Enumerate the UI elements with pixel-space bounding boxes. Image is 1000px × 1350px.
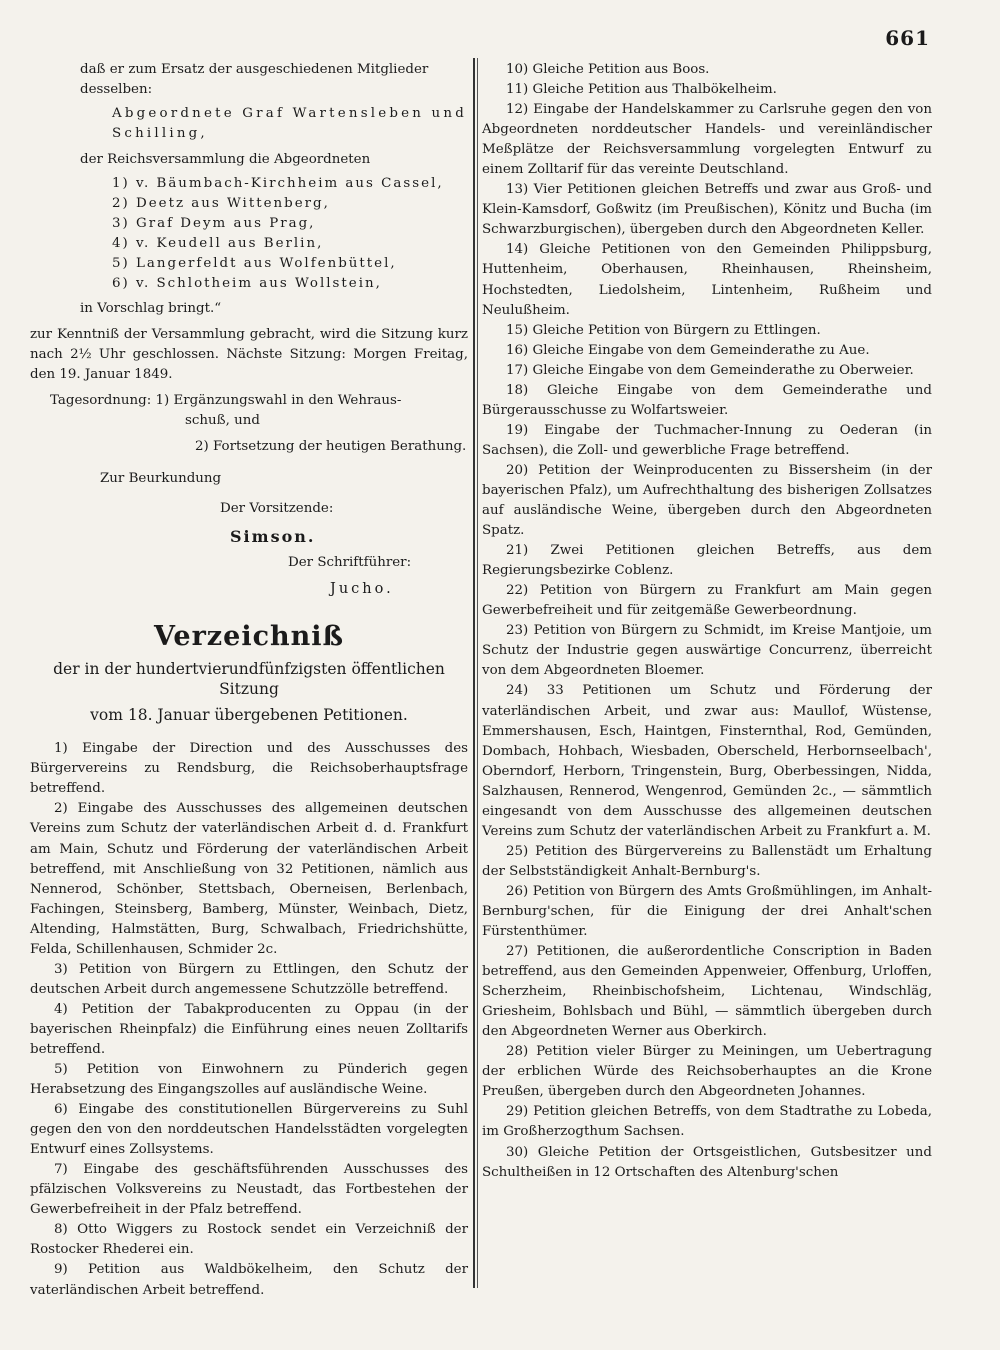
schriftfuehrer-label: Der Schriftführer: bbox=[288, 554, 412, 570]
petition-item: 23) Petition von Bürgern zu Schmidt, im Kreise Mantjoie, um Schutz der Industrie gegen auswärtige Concurrenz, überreicht von dem Abgeordneten Bloemer. bbox=[482, 623, 932, 679]
petition-list-right bbox=[482, 60, 932, 1183]
petition-item: 7) Eingabe des geschäftsführenden Ausschusses des pfälzischen Volksvereins zu Neustadt, das Fortbestehen der Gewerbefreiheit in der Pfalz betreffend. bbox=[30, 1162, 468, 1218]
petition-item: 28) Petition vieler Bürger zu Meiningen, um Uebertragung der erblichen Würde des Reichsoberhauptes an die Krone Preußen, übergeben durch den Abgeordneten Johannes. bbox=[482, 1044, 932, 1100]
petition-item: 14) Gleiche Petitionen von den Gemeinden Philippsburg, Huttenheim, Oberhausen, Rheinhausen, Rheinsheim, Hochstedten, Liedolsheim, Lintenheim, Rußheim und Neulußheim. bbox=[482, 242, 932, 318]
page-number: 661 bbox=[885, 26, 930, 50]
reichsversammlung-line: der Reichsversammlung die Abgeordneten bbox=[80, 152, 371, 168]
petition-item: 4) Petition der Tabakproducenten zu Oppau (in der bayerischen Rheinpfalz) die Einführung eines neuen Zolltarifs betreffend. bbox=[30, 1001, 468, 1057]
petition-item: 21) Zwei Petitionen gleichen Betreffs, aus dem Regierungsbezirke Coblenz. bbox=[482, 543, 932, 579]
petition-item: 13) Vier Petitionen gleichen Betreffs und zwar aus Groß- und Klein-Kamsdorf, Goßwitz (im Preußischen), Könitz und Bucha (im Schwarzburgischen), übergeben durch den Abgeordneten Keller. bbox=[482, 182, 932, 238]
intro-line: desselben: bbox=[80, 82, 153, 98]
member-list bbox=[30, 174, 468, 294]
schriftfuehrer-name: Jucho. bbox=[330, 581, 394, 598]
member-item: 1) v. Bäumbach-Kirchheim aus Cassel, bbox=[112, 176, 444, 192]
petition-item: 26) Petition von Bürgern des Amts Großmühlingen, im Anhalt-Bernburg'schen, für die Einigung der drei Anhalt'schen Fürstenthümer. bbox=[482, 883, 932, 940]
tagesordnung-line: 2) Fortsetzung der heutigen Berathung. bbox=[195, 438, 467, 454]
petition-item: 27) Petitionen, die außerordentliche Conscription in Baden betreffend, aus den Gemeinden Appenweier, Offenburg, Urloffen, Scherzheim, Rheinbischofsheim, Lichtenau, Windschläg, Griesheim, Bohlsbach und Bühl, — sämmtlich übergeben durch den Abgeordneten Werner aus Oberkirch. bbox=[482, 944, 932, 1040]
member-item: 3) Graf Deym aus Prag, bbox=[112, 216, 316, 232]
kenntnis-paragraph: zur Kenntniß der Versammlung gebracht, wird die Sitzung kurz nach 2½ Uhr geschlossen. Nächste Sitzung: Morgen Freitag, den 19. Januar 1849. bbox=[30, 326, 468, 382]
petition-list-left bbox=[30, 739, 468, 1300]
abgeordnete-line: Abgeordnete Graf Wartensleben und bbox=[112, 106, 467, 122]
section-subheading: der in der hundertvierundfünfzigsten öffentlichen Sitzung bbox=[53, 660, 445, 699]
petition-item: 8) Otto Wiggers zu Rostock sendet ein Verzeichniß der Rostocker Rhederei ein. bbox=[30, 1222, 468, 1258]
petition-item: 2) Eingabe des Ausschusses des allgemeinen deutschen Vereins zum Schutz der vaterländischen Arbeit d. d. Frankfurt am Main, Schutz und Förderung der vaterländischen Arbeit betreffend, mit Anschließung von 32 Petitionen, nämlich aus Nennerod, Schönber, Stettsbach, Oberneisen, Berlenbach, Fachingen, Steinsberg, Bamberg, Münster, Weinbach, Dietz, Altending, Halmstätten, Burg, Schwalbach, Friedrichshütte, Felda, Schillenhausen, Schmider 2c. bbox=[30, 801, 468, 957]
petition-item: 5) Petition von Einwohnern zu Pünderich gegen Herabsetzung des Eingangszolles auf ausländische Weine. bbox=[30, 1062, 468, 1098]
intro-line: daß er zum Ersatz der ausgeschiedenen Mitglieder bbox=[80, 62, 429, 77]
member-item: 2) Deetz aus Wittenberg, bbox=[112, 196, 330, 212]
petition-item: 9) Petition aus Waldbökelheim, den Schutz der vaterländischen Arbeit betreffend. bbox=[30, 1262, 468, 1298]
member-item: 4) v. Keudell aus Berlin, bbox=[112, 236, 324, 252]
tagesordnung-line: schuß, und bbox=[185, 412, 260, 428]
member-item: 5) Langerfeldt aus Wolfenbüttel, bbox=[112, 256, 397, 272]
right-column bbox=[482, 60, 932, 1183]
vorsitzende-name: Simson. bbox=[230, 526, 316, 546]
member-item: 6) v. Schlotheim aus Wollstein, bbox=[112, 276, 382, 292]
column-divider-inner bbox=[477, 58, 478, 1288]
petition-item: 1) Eingabe der Direction und des Ausschusses des Bürgervereins zu Rendsburg, die Reichsoberhauptsfrage betreffend. bbox=[30, 741, 468, 797]
petition-item: 19) Eingabe der Tuchmacher-Innung zu Oederan (in Sachsen), die Zoll- und gewerbliche Frage betreffend. bbox=[482, 422, 932, 458]
petition-item: 25) Petition des Bürgervereins zu Ballenstädt um Erhaltung der Selbstständigkeit Anhalt-Bernburg's. bbox=[482, 843, 932, 879]
abgeordnete-line: Schilling, bbox=[112, 126, 208, 142]
beurkundung: Zur Beurkundung bbox=[100, 470, 222, 486]
petition-item: 12) Eingabe der Handelskammer zu Carlsruhe gegen den von Abgeordneten norddeutscher Handels- und vereinländischer Meßplätze der Reichsversammlung vorgelegten Entwurf zu einem Zolltarif für das vereinte Deutschland. bbox=[482, 102, 932, 178]
petition-item: 6) Eingabe des constitutionellen Bürgervereins zu Suhl gegen den von den norddeutschen Handelsstädten vorgelegten Entwurf eines Zollsystems. bbox=[30, 1102, 468, 1158]
petition-item: 22) Petition von Bürgern zu Frankfurt am Main gegen Gewerbefreiheit und für zeitgemäße Gewerbeordnung. bbox=[482, 583, 932, 619]
petition-item: 11) Gleiche Petition aus Thalbökelheim. bbox=[506, 82, 777, 98]
petition-item: 17) Gleiche Eingabe von dem Gemeinderathe zu Oberweier. bbox=[506, 362, 914, 378]
tagesordnung-line: Tagesordnung: 1) Ergänzungswahl in den Wehraus- bbox=[50, 392, 402, 408]
petition-item: 18) Gleiche Eingabe von dem Gemeinderathe und Bürgerausschusse zu Wolfartsweier. bbox=[482, 382, 932, 418]
petition-item: 15) Gleiche Petition von Bürgern zu Ettlingen. bbox=[506, 322, 821, 338]
vorsitzende-label: Der Vorsitzende: bbox=[220, 500, 334, 516]
vorschlag-line: in Vorschlag bringt.“ bbox=[80, 300, 222, 316]
petition-item: 3) Petition von Bürgern zu Ettlingen, den Schutz der deutschen Arbeit durch angemessene Schutzzölle betreffend. bbox=[30, 961, 468, 997]
column-divider bbox=[473, 58, 475, 1288]
petition-item: 24) 33 Petitionen um Schutz und Förderung der vaterländischen Arbeit, und zwar aus: Maullof, Wüstense, Emmershausen, Esch, Haintgen, Finsternthal, Rod, Gemünden, Dombach, Hohbach, Wiesbaden, Oberscheld, Herbornseelbach', Oberndorf, Herborn, Tringenstein, Burg, Oberbessingen, Nidda, Salzhausen, Rennerod, Wengenrod, Gemünden 2c., — sämmtlich eingesandt von dem Ausschusse des allgemeinen deutschen Vereins zum Schutz der vaterländischen Arbeit zu Frankfurt a. M. bbox=[482, 683, 932, 839]
petition-item: 29) Petition gleichen Betreffs, von dem Stadtrathe zu Lobeda, im Großherzogthum Sachsen. bbox=[482, 1104, 932, 1140]
section-heading: Verzeichniß bbox=[153, 621, 345, 653]
petition-item: 30) Gleiche Petition der Ortsgeistlichen, Gutsbesitzer und Schultheißen in 12 Ortschaften des Altenburg'schen bbox=[482, 1144, 932, 1180]
section-subheading: vom 18. Januar übergebenen Petitionen. bbox=[90, 706, 408, 725]
left-column bbox=[30, 60, 468, 1301]
petition-item: 20) Petition der Weinproducenten zu Bissersheim (in der bayerischen Pfalz), um Aufrechthaltung des bisherigen Zollsatzes auf ausländische Weine, übergeben durch den Abgeordneten Spatz. bbox=[482, 462, 932, 539]
petition-item: 16) Gleiche Eingabe von dem Gemeinderathe zu Aue. bbox=[506, 342, 870, 358]
petition-item: 10) Gleiche Petition aus Boos. bbox=[506, 62, 710, 77]
